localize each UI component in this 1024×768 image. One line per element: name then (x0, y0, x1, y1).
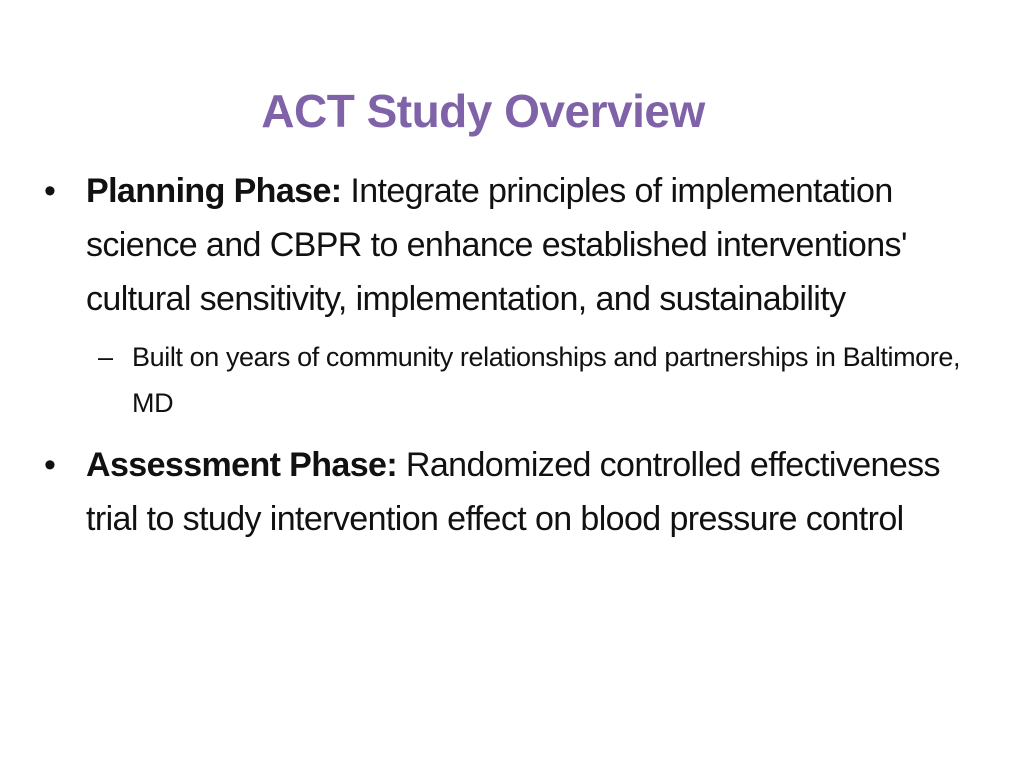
slide-body (44, 164, 984, 546)
subbullet-marker: – (98, 342, 113, 372)
subbullet-text: Built on years of community relationships and partnerships in Baltimore, MD (132, 342, 961, 418)
subbullet-community-relationships (44, 334, 984, 426)
bullet-marker: • (44, 446, 56, 484)
bullet-body-text: Integrate principles of implementation science and CBPR to enhance established interventions' cultural sensitivity, implementation, and sustainability (86, 172, 907, 318)
bullet-body-text: Randomized controlled effectiveness trial to study intervention effect on blood pressure control (86, 446, 940, 538)
bullet-planning-phase (44, 164, 984, 326)
bullet-lead-text: Planning Phase: (86, 172, 342, 210)
bullet-assessment-phase (44, 438, 984, 546)
slide-title: ACT Study Overview (261, 85, 705, 137)
bullet-marker: • (44, 172, 56, 210)
bullet-lead-text: Assessment Phase: (86, 446, 398, 484)
